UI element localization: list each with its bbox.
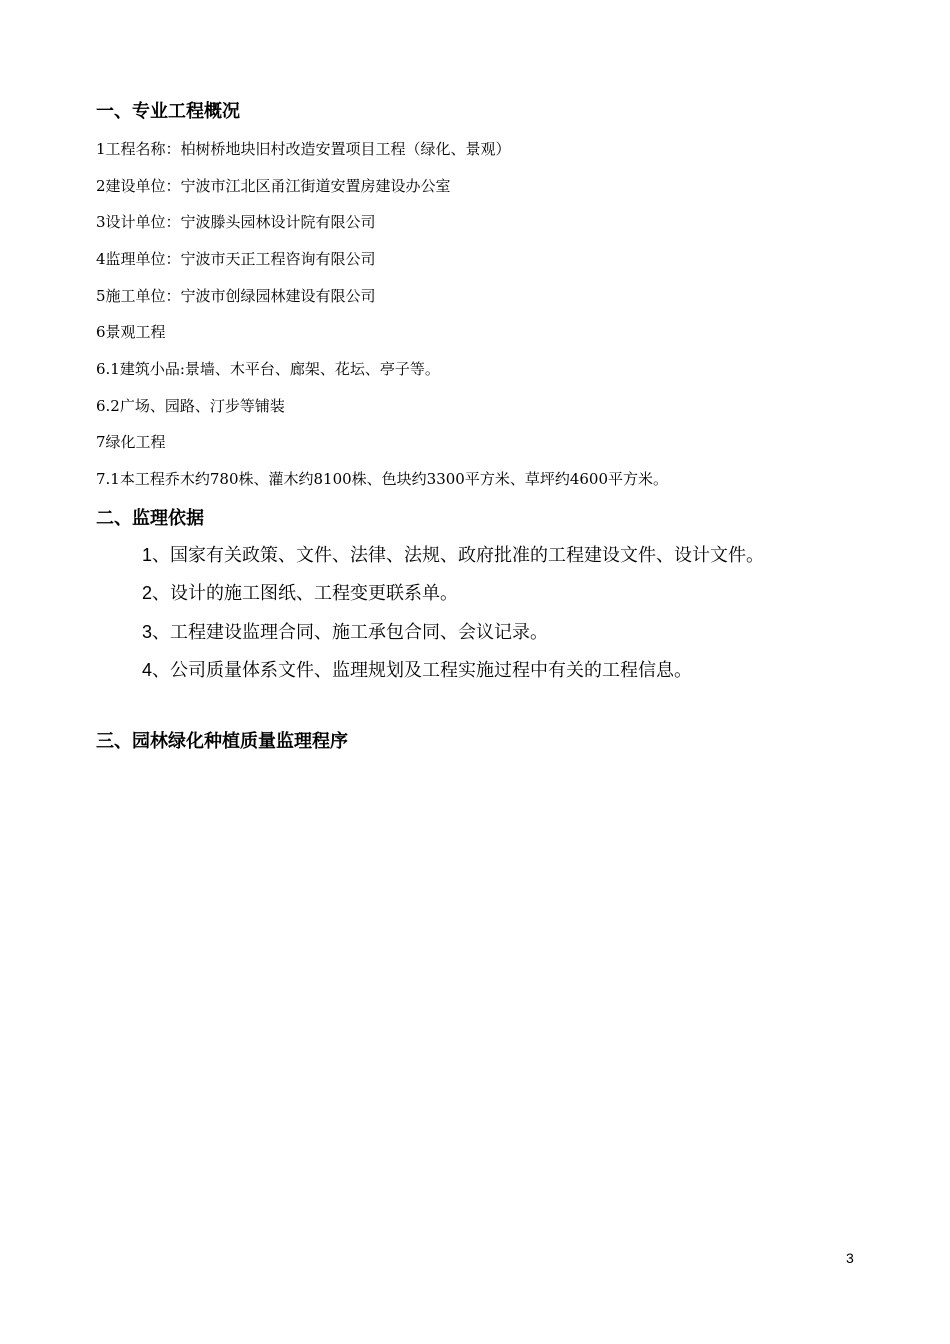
section-heading-basis: 二、监理依据 xyxy=(96,508,204,528)
basis-item-2: 2、设计的施工图纸、工程变更联系单。 xyxy=(142,583,459,603)
overview-line-contractor: 5施工单位：宁波市创绿园林建设有限公司 xyxy=(96,287,376,305)
overview-line-landscape: 6景观工程 xyxy=(96,323,166,341)
section-heading-procedure: 三、园林绿化种植质量监理程序 xyxy=(96,731,348,751)
section-heading-overview: 一、专业工程概况 xyxy=(96,101,240,121)
basis-item-4: 4、公司质量体系文件、监理规划及工程实施过程中有关的工程信息。 xyxy=(142,660,693,680)
overview-line-greening-quantities: 7.1本工程乔木约780株、灌木约8100株、色块约3300平方米、草坪约4600平方米。 xyxy=(96,470,669,488)
overview-line-supervisor: 4监理单位：宁波市天正工程咨询有限公司 xyxy=(96,250,376,268)
page-number: 3 xyxy=(846,1250,854,1266)
overview-line-landscape-paving: 6.2广场、园路、汀步等铺装 xyxy=(96,397,285,415)
overview-line-landscape-structures: 6.1建筑小品:景墙、木平台、廊架、花坛、亭子等。 xyxy=(96,360,440,378)
overview-line-greening: 7绿化工程 xyxy=(96,433,166,451)
overview-line-project-name: 1工程名称：柏树桥地块旧村改造安置项目工程（绿化、景观） xyxy=(96,140,511,158)
overview-line-owner: 2建设单位：宁波市江北区甬江街道安置房建设办公室 xyxy=(96,177,451,195)
basis-item-3: 3、工程建设监理合同、施工承包合同、会议记录。 xyxy=(142,622,549,642)
basis-item-1: 1、国家有关政策、文件、法律、法规、政府批准的工程建设文件、设计文件。 xyxy=(142,545,765,565)
overview-line-designer: 3设计单位：宁波滕头园林设计院有限公司 xyxy=(96,213,376,231)
